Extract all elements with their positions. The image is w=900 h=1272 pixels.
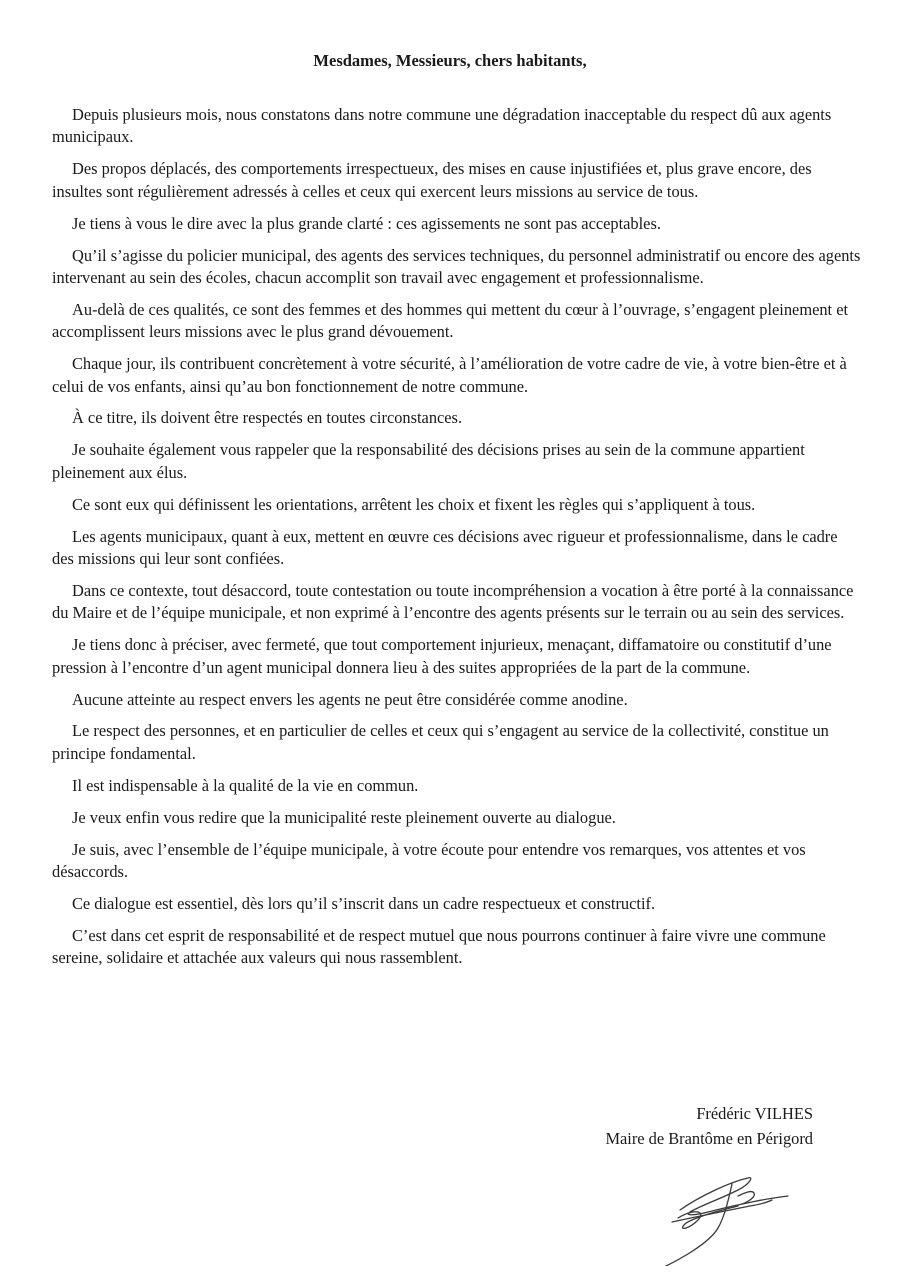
paragraph: Qu’il s’agisse du policier municipal, des agents des services techniques, du personnel administratif ou encore des agents intervenant au sein des écoles, chacun accomplit son travail avec engagement et professionnalisme. [52,245,861,287]
paragraph: Il est indispensable à la qualité de la vie en commun. [72,775,419,795]
paragraph: Ce dialogue est essentiel, dès lors qu’il s’inscrit dans un cadre respectueux et constructif. [72,893,656,913]
paragraph: Depuis plusieurs mois, nous constatons dans notre commune une dégradation inacceptable du respect dû aux agents municipaux. [52,105,832,147]
signatory-name: Frédéric VILHES [696,1104,813,1123]
signature-stroke [644,1184,732,1266]
paragraph: Les agents municipaux, quant à eux, mettent en œuvre ces décisions avec rigueur et professionnalisme, dans le cadre des missions qui leur sont confiées. [52,526,838,568]
paragraph: Le respect des personnes, et en particulier de celles et ceux qui s’engagent au service de la collectivité, constitue un principe fondamental. [52,721,829,763]
handwritten-signature [620,1166,800,1266]
paragraph: Aucune atteinte au respect envers les agents ne peut être considérée comme anodine. [72,689,628,709]
paragraph: C’est dans cet esprit de responsabilité et de respect mutuel que nous pourrons continuer à faire vivre une commune sereine, solidaire et attachée aux valeurs qui nous rassemblent. [52,925,826,968]
paragraph: Ce sont eux qui définissent les orientations, arrêtent les choix et fixent les règles qui s’appliquent à tous. [72,494,756,514]
salutation: Mesdames, Messieurs, chers habitants, [313,51,587,70]
paragraph: Je souhaite également vous rappeler que la responsabilité des décisions prises au sein de la commune appartient pleinement aux élus. [52,440,805,482]
paragraph: Je suis, avec l’ensemble de l’équipe municipale, à votre écoute pour entendre vos remarques, vos attentes et vos désaccords. [52,839,806,881]
paragraph: Je tiens à vous le dire avec la plus grande clarté : ces agissements ne sont pas acceptables. [72,213,661,233]
signoff-block [560,1101,813,1151]
signature-stroke [678,1206,738,1228]
paragraph: Des propos déplacés, des comportements irrespectueux, des mises en cause injustifiées et, plus grave encore, des insultes sont régulièrement adressés à celles et ceux qui exercent leurs missions au service de tous. [52,159,812,201]
paragraph: Au-delà de ces qualités, ce sont des femmes et des hommes qui mettent du cœur à l’ouvrage, s’engagent pleinement et accomplissent leurs missions avec le plus grand dévouement. [52,299,849,342]
paragraph: Chaque jour, ils contribuent concrètement à votre sécurité, à l’amélioration de votre cadre de vie, à votre bien-être et à celui de vos enfants, ainsi qu’au bon fonctionnement de notre commune. [52,354,847,396]
paragraph: Je tiens donc à préciser, avec fermeté, que tout comportement injurieux, menaçant, diffamatoire ou constitutif d’une pression à l’encontre d’un agent municipal donnera lieu à des suites appropriées de la part de la commune. [52,635,832,677]
letter-body [52,104,862,979]
paragraph: Je veux enfin vous redire que la municipalité reste pleinement ouverte au dialogue. [72,807,616,827]
signatory-title: Maire de Brantôme en Périgord [605,1129,813,1148]
paragraph: À ce titre, ils doivent être respectés en toutes circonstances. [72,408,463,428]
paragraph: Dans ce contexte, tout désaccord, toute contestation ou toute incompréhension a vocation à être porté à la connaissance du Maire et de l’équipe municipale, et non exprimé à l’encontre des agents présents sur le terrain ou au sein des services. [52,580,854,623]
